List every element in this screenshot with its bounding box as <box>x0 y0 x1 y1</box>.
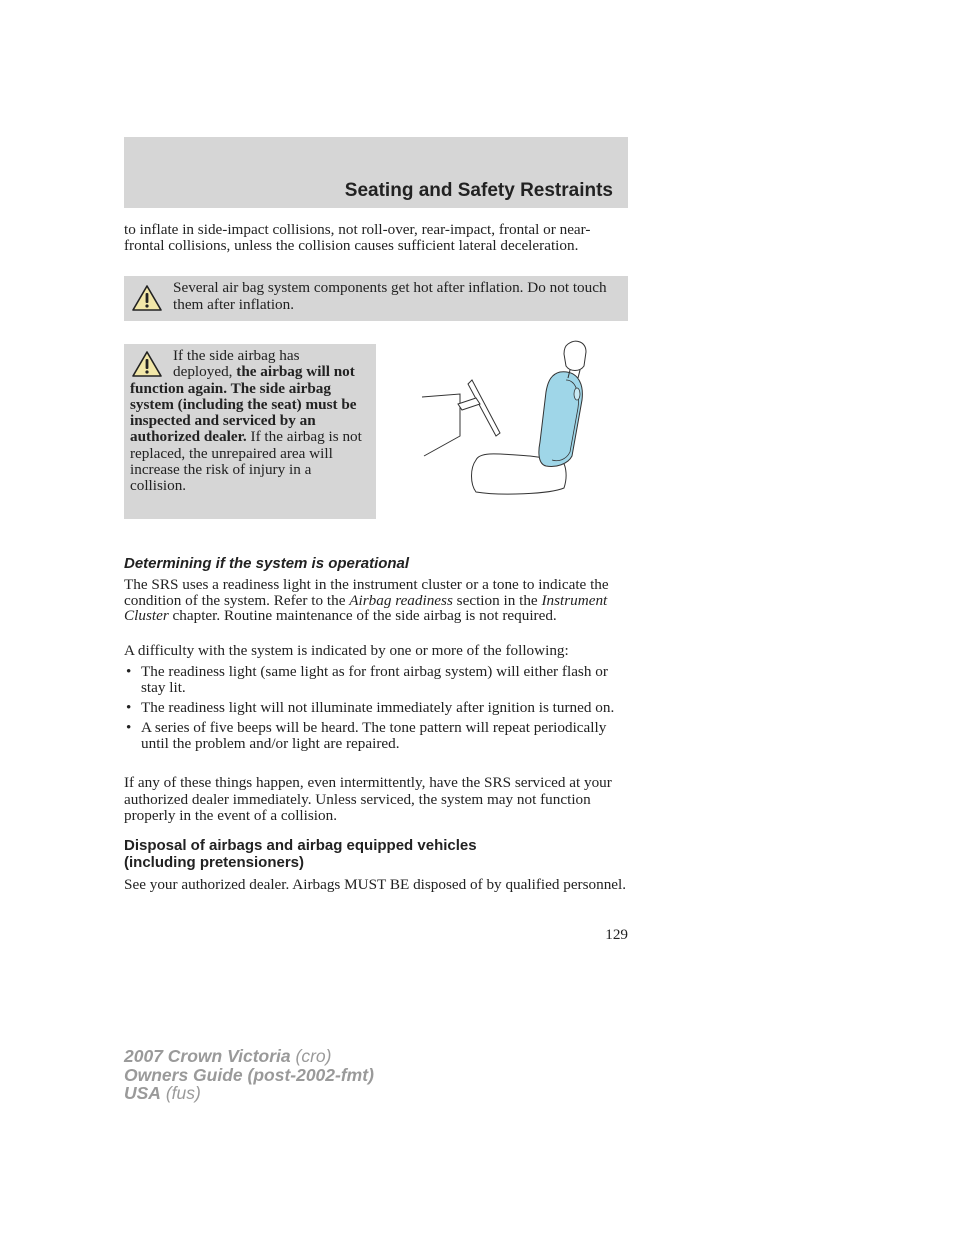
header-band <box>124 137 628 208</box>
warning-triangle-icon <box>131 284 163 312</box>
list-item: • The readiness light will not illuminate immediately after ignition is turned on. <box>126 699 615 716</box>
list-item: • The readiness light (same light as for front airbag system) will either flash or stay lit. <box>126 663 608 696</box>
list-item: • A series of five beeps will be heard. The tone pattern will repeat periodically until the problem and/or light are repaired. <box>126 719 607 752</box>
warning-text: If the side airbag has deployed, the airbag will not function again. The side airbag system (including the seat) must be inspected and serviced by an authorized dealer. If the airbag is not replaced, the unrepaired area will increase the risk of injury in a collision. <box>130 347 362 495</box>
subheading-operational: Determining if the system is operational <box>124 555 410 572</box>
seat-airbag-illustration <box>420 336 590 498</box>
page-number: 129 <box>605 926 628 943</box>
section-heading-disposal: Disposal of airbags and airbag equipped vehicles (including pretensioners) <box>124 837 477 871</box>
page-title: Seating and Safety Restraints <box>344 180 613 201</box>
symptom-list <box>124 664 628 756</box>
warning-box-hot-components <box>124 276 628 321</box>
warning-text: Several air bag system components get hot after inflation. Do not touch them after inflation. <box>173 279 607 313</box>
readiness-paragraph: The SRS uses a readiness light in the instrument cluster or a tone to indicate the condition of the system. Refer to the Airbag readiness section in the Instrument Cluster chapter. Routine maintenance of the side airbag is not required. <box>124 576 609 624</box>
service-paragraph: If any of these things happen, even intermittently, have the SRS serviced at your authorized dealer immediately. Unless serviced, the system may not function properly in the event of a collision. <box>124 774 612 824</box>
disposal-paragraph: See your authorized dealer. Airbags MUST BE disposed of by qualified personnel. <box>124 876 627 893</box>
warning-box-side-airbag <box>124 344 376 519</box>
difficulty-paragraph: A difficulty with the system is indicated by one or more of the following: <box>124 642 569 659</box>
intro-paragraph: to inflate in side-impact collisions, not roll-over, rear-impact, frontal or near-frontal collisions, unless the collision causes sufficient lateral deceleration. <box>124 221 591 254</box>
document-footer: 2007 Crown Victoria (cro) Owners Guide (post-2002-fmt) USA (fus) <box>124 1046 374 1103</box>
